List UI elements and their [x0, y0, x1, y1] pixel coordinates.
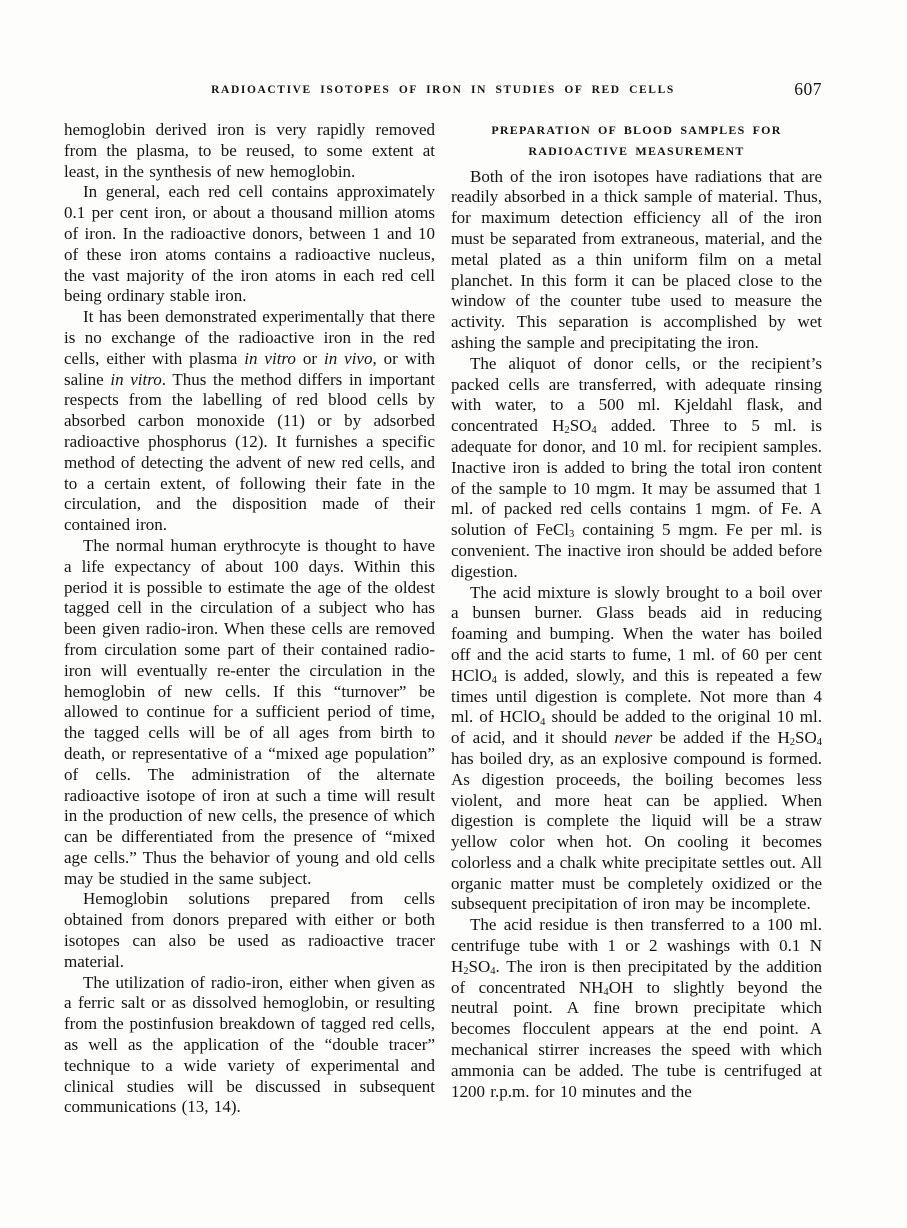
text-run: SO	[569, 416, 592, 436]
text-run: SO	[795, 728, 817, 748]
text-run: . Thus the method differs in important respects from the labelling of red blood cells by absorbed carbon monoxide (11) or by adsorbed radioactive phosphorus (12). It furnishes a specific method of detecting the advent of new red cells, and to a certain extent, of following their fate in the circulation, and the disposition made of their contained iron.	[64, 369, 435, 535]
text-run: Hemoglobin solutions prepared from cells obtained from donors prepared with either or both isotopes can also be used as radioactive tracer material.	[64, 889, 435, 971]
paragraph	[64, 536, 435, 890]
subscript-text: 4	[816, 737, 823, 749]
text-run: The utilization of radio-iron, either when given as a ferric salt or as dissolved hemoglobin, or resulting from the postinfusion breakdown of tagged red cells, as well as the application of the “double tracer” technique to a wide variety of experimental and clinical studies will be discussed in subsequent communications (13, 14).	[64, 972, 435, 1117]
section-heading	[451, 120, 822, 162]
right-column	[451, 120, 822, 1118]
paragraph	[451, 354, 822, 583]
section-heading-line: RADIOACTIVE MEASUREMENT	[528, 143, 745, 158]
text-run: The acid mixture is slowly brought to a boil over a bunsen burner. Glass beads aid in reducing foaming and bumping. When the water has boiled off and the acid starts to fume, 1 ml. of 60 per cent HClO	[451, 582, 822, 685]
text-run: containing 5 mgm. Fe per ml. is convenient. The inactive iron should be added before digestion.	[451, 520, 822, 581]
text-run: The acid residue is then transferred to a 100 ml. centrifuge tube with 1 or 2 washings with 0.1 N H	[451, 915, 822, 976]
italic-text: in vitro	[244, 348, 296, 368]
text-run: is added, slowly, and this is repeated a few times until digestion is complete. Not more than 4 ml. of HClO	[451, 665, 822, 727]
text-run: Both of the iron isotopes have radiations that are readily absorbed in a thick sample of material. Thus, for maximum detection efficiency all of the iron must be separated from extraneous, material, and the metal plated as a thin uniform film on a metal planchet. In this form it can be placed close to the window of the counter tube used to measure the activity. This separation is accomplished by wet ashing the sample and precipitating the iron.	[451, 166, 822, 352]
italic-text: never	[614, 728, 653, 748]
text-run: or	[295, 348, 324, 368]
two-column-body	[64, 120, 822, 1118]
paragraph	[64, 889, 435, 972]
text-run: has boiled dry, as an explosive compound is formed. As digestion proceeds, the boiling becomes less violent, and more heat can be applied. When digestion is complete the liquid will be a straw yellow color when hot. On cooling it becomes colorless and a chalk white precipitate settles out. All organic matter must be completely oxidized or the subsequent precipitation of iron may be incomplete.	[451, 748, 822, 914]
subscript-text: 4	[490, 966, 496, 978]
text-run: hemoglobin derived iron is very rapidly removed from the plasma, to be reused, to some extent at least, in the synthesis of new hemoglobin.	[64, 120, 435, 181]
page-number: 607	[794, 79, 822, 99]
text-run: The aliquot of donor cells, or the recipient’s packed cells are transferred, with adequate rinsing with water, to a 500 ml. Kjeldahl flask, and concentrated H	[451, 353, 822, 436]
text-run: The normal human erythrocyte is thought to have a life expectancy of about 100 days. Within this period it is possible to estimate the age of the oldest tagged cell in the circulation of a subject who has been given radio-iron. When these cells are removed from circulation some part of their contained radio-iron will eventually re-enter the circulation in the hemoglobin of new cells. If this “turnover” be allowed to continue for a sufficient period of time, the tagged cells will be of all ages from birth to death, or representative of a “mixed age population” of cells. The administration of the alternate radioactive isotope of iron at such a time will result in the production of new cells, the presence of which can be differentiated from the presence of “mixed age cells.” Thus the behavior of young and old cells may be studied in the same subject.	[64, 535, 435, 888]
subscript-text: 4	[591, 425, 597, 437]
paragraph	[64, 182, 435, 307]
subscript-text: 3	[569, 529, 575, 541]
subscript-text: 4	[603, 986, 609, 998]
italic-text: in vitro	[110, 369, 162, 389]
text-run: . The iron is then precipitated by the addition of concentrated NH	[451, 956, 822, 997]
text-run: OH to slightly beyond the neutral point. A fine brown precipitate which becomes flocculent appears at the end point. A mechanical stirrer increases the speed with which ammonia can be added. The tube is centrifuged at 1200 r.p.m. for 10 minutes and the	[451, 977, 823, 1101]
paragraph	[451, 167, 822, 354]
text-run: should be added to the original 10 ml. of acid, and it should	[451, 707, 823, 748]
page-header	[64, 79, 822, 102]
left-column	[64, 120, 435, 1118]
subscript-text: 4	[540, 716, 546, 728]
text-run: be added if the H	[652, 728, 790, 748]
text-run: SO	[468, 956, 491, 976]
italic-text: in vivo	[323, 348, 373, 368]
paragraph	[64, 973, 435, 1119]
paragraph	[64, 307, 435, 536]
text-run: In general, each red cell contains approximately 0.1 per cent iron, or about a thousand million atoms of iron. In the radioactive donors, between 1 and 10 of these iron atoms contains a radioactive nucleus, the vast majority of the iron atoms in each red cell being ordinary stable iron.	[64, 182, 435, 306]
subscript-text: 4	[491, 675, 497, 687]
subscript-text: 2	[789, 737, 796, 749]
text-run: added. Three to 5 ml. is adequate for donor, and 10 ml. for recipient samples. Inactive iron is added to bring the total iron content of the sample to 10 mgm. It may be assumed that 1 ml. of packed red cells contains 1 mgm. of Fe. A solution of FeCl	[451, 416, 822, 540]
text-run: , or with saline	[64, 348, 435, 389]
subscript-text: 2	[463, 966, 469, 978]
paragraph	[64, 120, 435, 182]
section-heading-line: PREPARATION OF BLOOD SAMPLES FOR	[491, 123, 782, 137]
running-title: RADIOACTIVE ISOTOPES OF IRON IN STUDIES OF RED CELLS	[211, 84, 675, 96]
paragraph	[451, 583, 822, 916]
subscript-text: 2	[564, 425, 570, 437]
text-run: It has been demonstrated experimentally that there is no exchange of the radioactive iron in the red cells, either with plasma	[64, 307, 435, 368]
paragraph	[451, 915, 822, 1102]
